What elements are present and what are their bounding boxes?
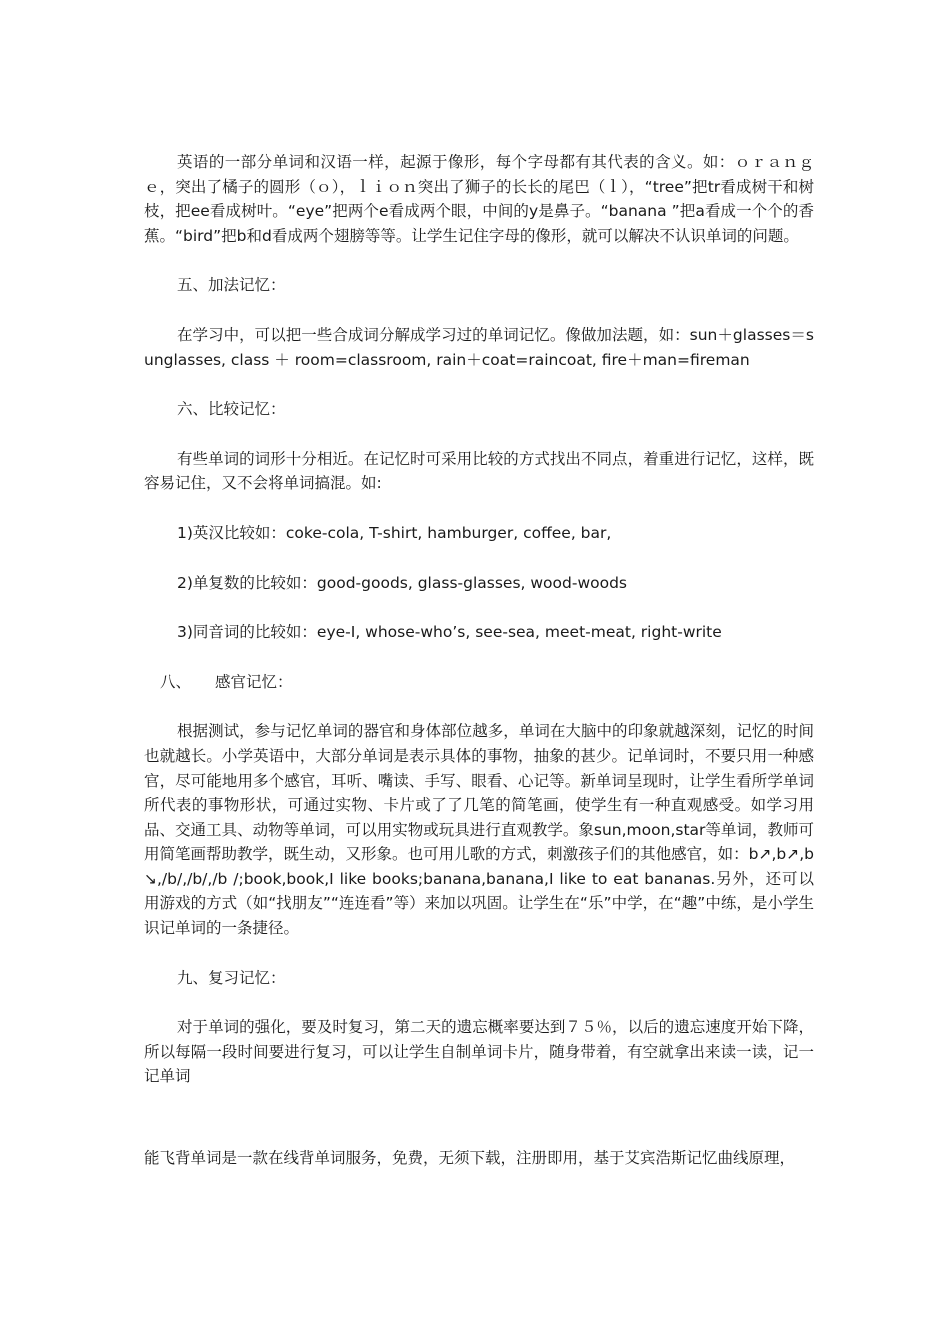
- intro-paragraph: 英语的一部分单词和汉语一样，起源于像形，每个字母都有其代表的含义。如：ｏｒａｎｇｅ，突出了橘子的圆形（ｏ），ｌｉｏｎ突出了狮子的长长的尾巴（ｌ），“tree”把tr看成树干和树枝，把ee看成树叶。“eye”把两个e看成两个眼，中间的y是鼻子。“banana ”把a看成一个个的香蕉。“bird”把b和d看成两个翅膀等等。让学生记住字母的像形，就可以解决不认识单词的问题。: [144, 153, 814, 245]
- section-5-heading: 五、加法记忆：: [177, 276, 286, 295]
- section-6-heading: 六、比较记忆：: [177, 400, 286, 419]
- comparison-item-3: 3)同音词的比较如：eye-I, whose-who’s, see-sea, meet-meat, right-write: [177, 623, 722, 642]
- comparison-item-1: 1)英汉比较如：coke-cola, T-shirt, hamburger, coffee, bar,: [177, 523, 612, 542]
- section-8-number: 八、: [160, 672, 192, 691]
- section-6-paragraph: 有些单词的词形十分相近。在记忆时可采用比较的方式找出不同点，着重进行记忆，这样，既容易记住，又不会将单词搞混。如:: [144, 449, 814, 493]
- section-8-heading: [144, 670, 814, 695]
- document-page: [144, 150, 814, 1171]
- section-9-paragraph: 对于单词的强化，要及时复习，第二天的遗忘概率要达到７５％，以后的遗忘速度开始下降，所以每隔一段时间要进行复习，可以让学生自制单词卡片，随身带着，有空就拿出来读一读，记一记单词: [144, 1018, 814, 1086]
- comparison-item-2: 2)单复数的比较如：good-goods, glass-glasses, wood-woods: [177, 573, 628, 592]
- section-8-paragraph: 根据测试，参与记忆单词的器官和身体部位越多，单词在大脑中的印象就越深刻，记忆的时间也就越长。小学英语中，大部分单词是表示具体的事物，抽象的甚少。记单词时，不要只用一种感官，尽可能地用多个感官，耳听、嘴读、手写、眼看、心记等。新单词呈现时，让学生看所学单词所代表的事物形状，可通过实物、卡片或了了几笔的简笔画，使学生有一种直观感受。如学习用品、交通工具、动物等单词，可以用实物或玩具进行直观教学。象sun,moon,star等单词，教师可用简笔画帮助教学，既生动，又形象。也可用儿歌的方式，刺激孩子们的其他感官，如：b↗,b↗,b↘,/b/,/b/,/b /;book,book,I like books;banana,banana,I like to eat bananas.另外，还可以用游戏的方式（如“找朋友”“连连看”等）来加以巩固。让学生在“乐”中学，在“趣”中练，是小学生识记单词的一条捷径。: [144, 722, 814, 938]
- footer-paragraph: 能飞背单词是一款在线背单词服务，免费，无须下载，注册即用，基于艾宾浩斯记忆曲线原理，: [144, 1149, 796, 1168]
- section-9-heading: 九、复习记忆：: [177, 968, 286, 987]
- section-5-paragraph: 在学习中，可以把一些合成词分解成学习过的单词记忆。像做加法题，如：sun＋glasses＝sunglasses, class ＋ room=classroom, rain＋coat=raincoat, fire＋man=fireman: [144, 325, 814, 369]
- section-8-title: 感官记忆：: [215, 672, 293, 691]
